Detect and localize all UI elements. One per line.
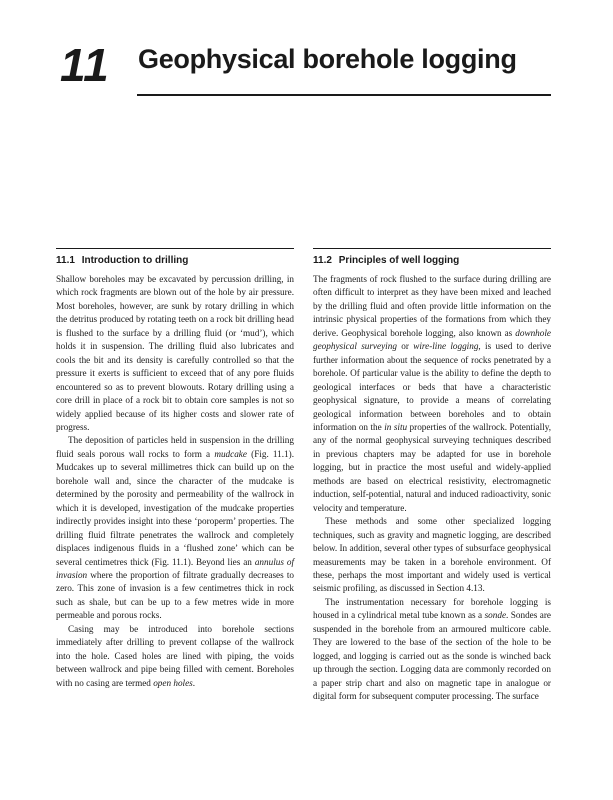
term: open holes — [153, 677, 193, 688]
section-body — [313, 273, 551, 704]
paragraph — [56, 623, 294, 690]
chapter-title: Geophysical borehole logging — [138, 44, 517, 74]
right-column — [313, 248, 551, 704]
term: sonde — [484, 610, 507, 621]
section-rule — [313, 248, 551, 249]
text-run: , is used to derive further information about the sequence of rocks penetrated by a borehole. Of particular value is the ability to define the depth to geological interfaces or beds that have a characteristic geophysical signature, to provide a means of correlating geological information between boreholes and to obtain information on the — [313, 341, 552, 432]
text-run: The fragments of rock flushed to the surface during drilling are often difficult to interpret as they have been mixed and leached by the drilling fluid and often provide little information on the intrinsic physical properties of the formations from which they derive. Geophysical borehole logging, also known as — [313, 274, 551, 338]
chapter-number: 11 — [60, 39, 110, 91]
text-run: The deposition of particles held in suspension in the drilling fluid seals porous wall rocks to form a — [56, 435, 294, 459]
title-rule — [137, 94, 551, 96]
term: wire-line logging — [413, 341, 479, 352]
text-run: . — [192, 677, 196, 688]
section-heading-11-1 — [56, 255, 294, 266]
paragraph — [313, 273, 551, 515]
text-run: (Fig. 11.1). Mudcakes up to several millimetres thick can build up on the borehole wall and, since the character of the mudcake is determined by the porosity and permeability of the wallrock in which it is developed, investigation of the mudcake properties indirectly provides insight into these ‘poroperm’ properties. The drilling fluid filtrate penetrates the wallrock and completely displaces indigenous fluids in a ‘flushed zone’ which can be several centimetres thick (Fig. 11.1). Beyond lies an — [56, 448, 294, 567]
paragraph: These methods and some other specialized logging techniques, such as gravity and magnetic logging, are described below. In addition, several other types of subsurface geophysical measurements may be taken in a borehole environment. Of these, perhaps the most important and widely used is vertical seismic profiling, as discussed in Section 4.13. — [313, 516, 551, 594]
text-run: The instrumentation necessary for borehole logging is housed in a cylindrical metal tube known as a — [313, 596, 551, 621]
section-title: Principles of well logging — [338, 255, 460, 266]
section-title: Introduction to drilling — [81, 255, 189, 266]
section-number: 11.1 — [56, 255, 75, 266]
section-body — [56, 273, 294, 690]
text-run: or — [396, 341, 414, 352]
text-run: properties of the wallrock. Potentially, any of the normal geophysical surveying techniques described in previous chapters may be adapted for use in borehole logging, but in practice the most useful and widely-applied methods are based on electrical resistivity, electromagnetic induction, self-potential, natural and induced radioactivity, sonic velocity and temperature. — [313, 421, 551, 513]
paragraph — [56, 434, 294, 622]
text-run: Casing may be introduced into borehole sections immediately after drilling to prevent collapse of the wallrock into the hole. Cased holes are lined with piping, the voids between wallrock and pipe being filled with cement. Boreholes with no casing are termed — [56, 623, 294, 688]
term: mudcake — [214, 448, 247, 459]
section-rule — [56, 248, 294, 249]
section-heading-11-2 — [313, 255, 551, 266]
term: annulus of invasion — [56, 556, 294, 580]
text-run: where the proportion of filtrate gradually decreases to zero. This zone of invasion is a few centimetres thick in rock such as shale, but can be up to a few metres wide in more permeable and porous rocks. — [56, 569, 294, 621]
paragraph — [313, 596, 551, 704]
paragraph: Shallow boreholes may be excavated by percussion drilling, in which rock fragments are blown out of the hole by air pressure. Most boreholes, however, are sunk by rotary drilling in which the detritus produced by rotating teeth on a rock bit drilling head is flushed to the surface by a drilling fluid (or ‘mud’), which holds it in suspension. The drilling fluid also lubricates and cools the bit and its density is carefully controlled so that the pressure it exerts is sufficient to exceed that of any pore fluids encountered so as to prevent blowouts. Rotary drilling using a core drill in place of a rock bit to obtain core samples is not so widely applied because of its higher costs and slower rate of progress. — [56, 274, 294, 432]
term: downhole geophysical surveying — [313, 327, 551, 352]
text-run: . Sondes are suspended in the borehole from an armoured multicore cable. They are lowered to the base of the section of the hole to be logged, and logging is carried out as the sonde is winched back up through the section. Logging data are commonly recorded on a paper strip chart and also on magnetic tape in analogue or digital form for subsequent computer processing. The surface — [313, 610, 551, 702]
section-number: 11.2 — [313, 255, 332, 266]
term: in situ — [384, 421, 408, 432]
left-column — [56, 248, 294, 690]
